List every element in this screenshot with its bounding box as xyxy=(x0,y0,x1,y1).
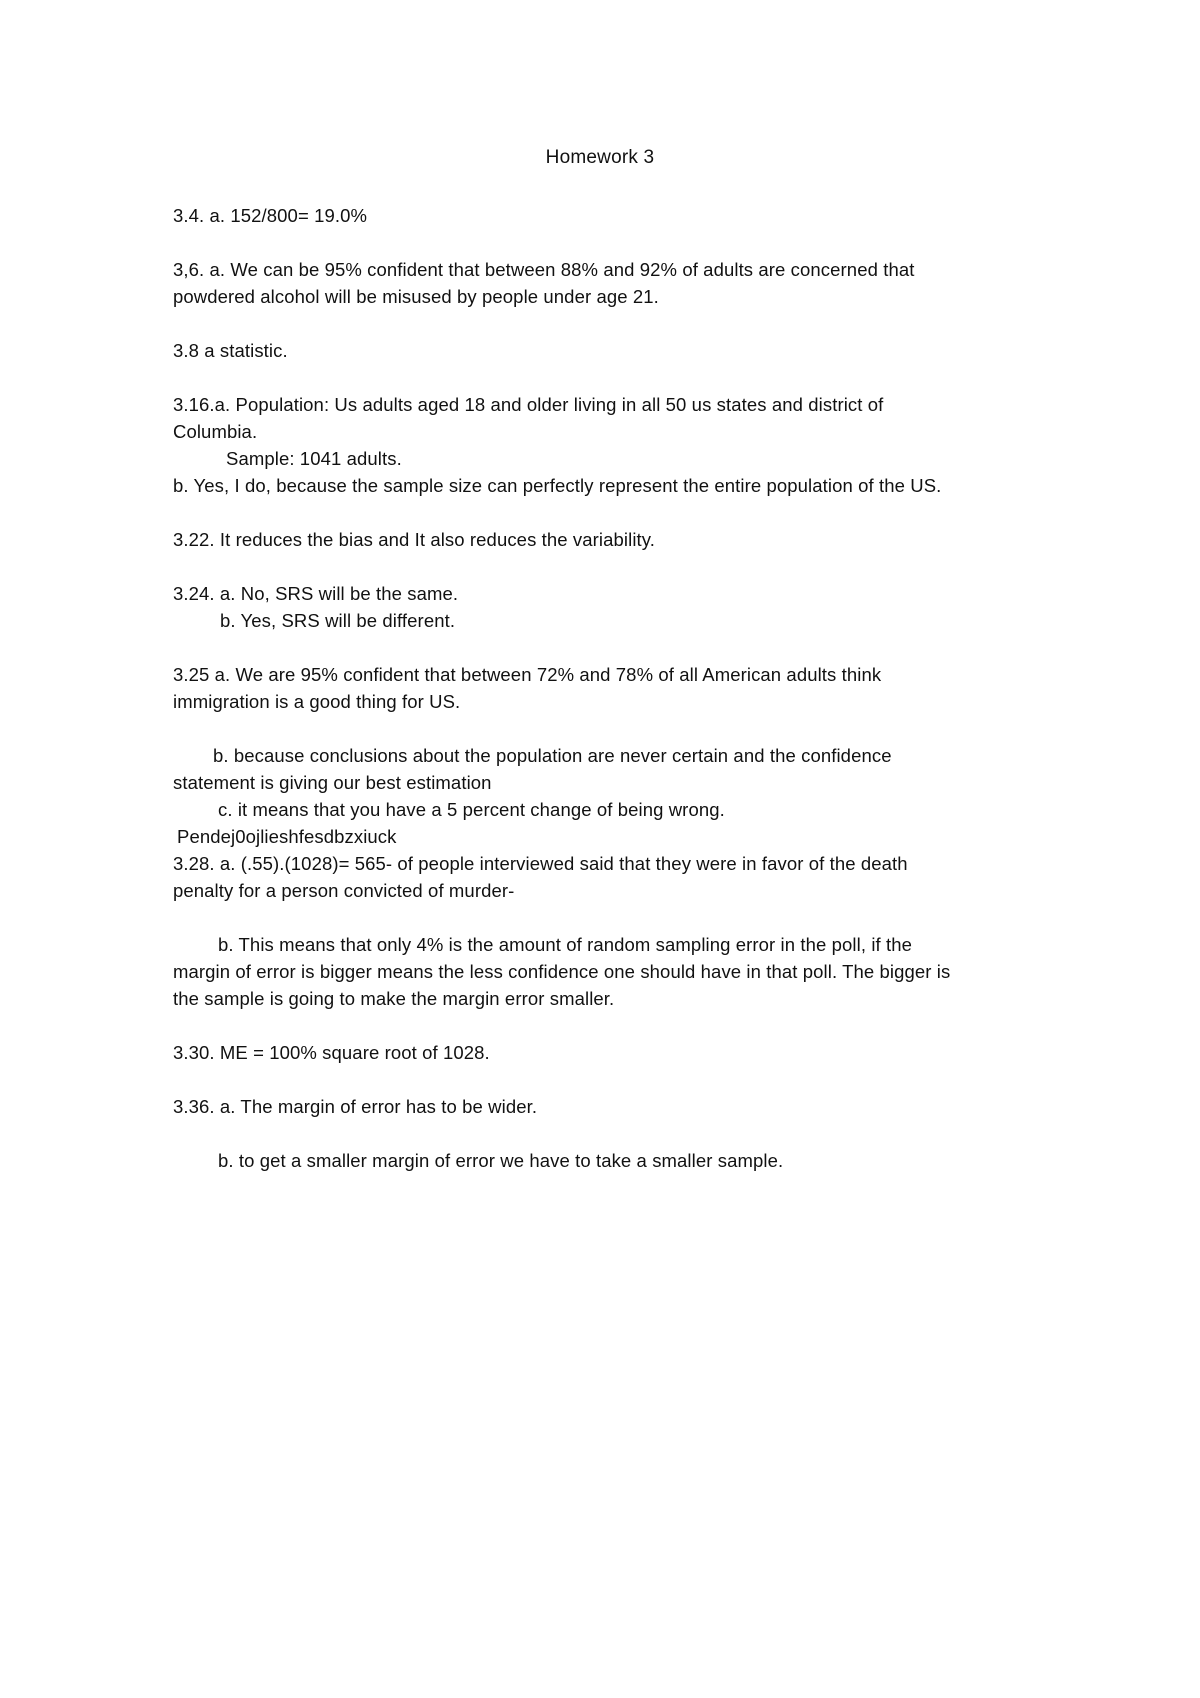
answer-3-25 xyxy=(173,661,1053,715)
answer-3-24-b: b. Yes, SRS will be different. xyxy=(220,610,456,631)
answer-3-24-a: 3.24. a. No, SRS will be the same. xyxy=(173,583,459,604)
answer-3-28-line-1: 3.28. a. (.55).(1028)= 565- of people interviewed said that they were in favor of the death xyxy=(173,853,908,874)
answer-3-28 xyxy=(173,850,1053,904)
answer-3-25-line-2: immigration is a good thing for US. xyxy=(173,691,461,712)
answer-3-28-b-line-2: margin of error is bigger means the less confidence one should have in that poll. The bigger is xyxy=(173,961,951,982)
answer-3-24 xyxy=(173,580,1053,634)
answer-3-8-text: 3.8 a statistic. xyxy=(173,340,288,361)
answer-3-28-line-2: penalty for a person convicted of murder- xyxy=(173,880,515,901)
answer-3-28-b-line-1: b. This means that only 4% is the amount of random sampling error in the poll, if the xyxy=(218,934,913,955)
answer-3-25-line-1: 3.25 a. We are 95% confident that between 72% and 78% of all American adults think xyxy=(173,664,882,685)
answer-3-16-sample: Sample: 1041 adults. xyxy=(226,448,402,469)
answer-3-16-b: b. Yes, I do, because the sample size can perfectly represent the entire population of the US. xyxy=(173,475,942,496)
answer-3-16-line-1: 3.16.a. Population: Us adults aged 18 and older living in all 50 us states and district of xyxy=(173,394,884,415)
stray-text: Pendej0ojlieshfesdbzxiuck xyxy=(177,826,397,847)
answer-3-6-line-1: 3,6. a. We can be 95% confident that between 88% and 92% of adults are concerned that xyxy=(173,259,915,280)
answer-3-4-text: 3.4. a. 152/800= 19.0% xyxy=(173,205,368,226)
answer-3-16-line-2: Columbia. xyxy=(173,421,258,442)
answer-3-16 xyxy=(173,391,1053,499)
answer-3-36-a: 3.36. a. The margin of error has to be wider. xyxy=(173,1096,538,1117)
answer-3-6 xyxy=(173,256,1053,310)
answer-3-36 xyxy=(173,1093,1053,1120)
answer-3-25-b-line-2: statement is giving our best estimation xyxy=(173,772,492,793)
answer-3-30 xyxy=(173,1039,1053,1066)
answer-3-25-c: c. it means that you have a 5 percent change of being wrong. xyxy=(218,799,725,820)
answer-3-25-bc xyxy=(173,742,1053,850)
page-title: Homework 3 xyxy=(545,147,655,168)
answer-3-28-b-line-3: the sample is going to make the margin error smaller. xyxy=(173,988,615,1009)
document-body xyxy=(173,202,1053,1201)
answer-3-6-line-2: powdered alcohol will be misused by people under age 21. xyxy=(173,286,659,307)
answer-3-4 xyxy=(173,202,1053,229)
answer-3-22 xyxy=(173,526,1053,553)
answer-3-28-b xyxy=(173,931,1053,1012)
answer-3-25-b-line-1: b. because conclusions about the population are never certain and the confidence xyxy=(213,745,892,766)
answer-3-36-b: b. to get a smaller margin of error we have to take a smaller sample. xyxy=(218,1150,784,1171)
answer-3-36-b-block xyxy=(173,1147,1053,1174)
answer-3-22-text: 3.22. It reduces the bias and It also reduces the variability. xyxy=(173,529,655,550)
answer-3-8 xyxy=(173,337,1053,364)
answer-3-30-text: 3.30. ME = 100% square root of 1028. xyxy=(173,1042,490,1063)
